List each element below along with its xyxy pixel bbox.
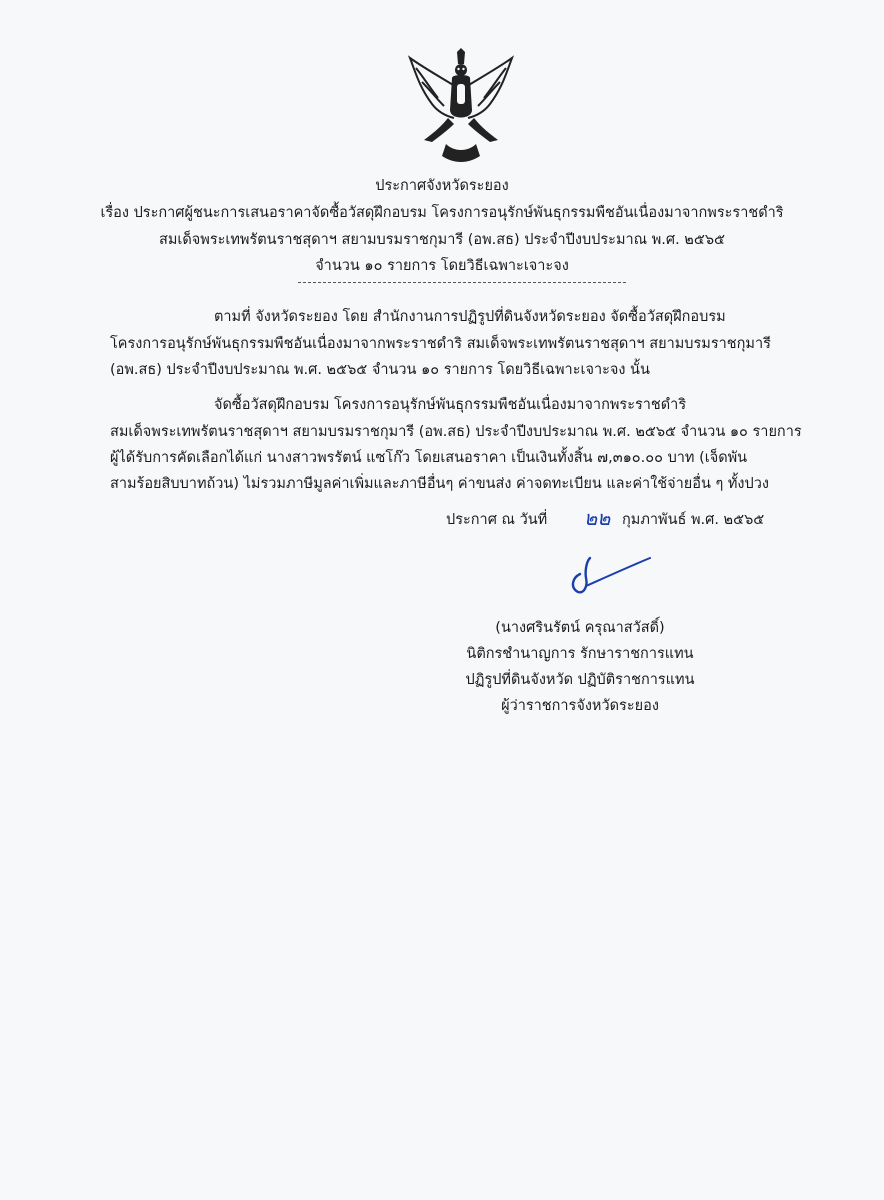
- dateline-day: ๒๒: [584, 506, 611, 530]
- para2-line1: จัดซื้อวัสดุฝึกอบรม โครงการอนุรักษ์พันธุกรรมพืชอันเนื่องมาจากพระราชดำริ: [214, 397, 687, 413]
- signatory-title-3: ผู้ว่าราชการจังหวัดระยอง: [501, 698, 659, 714]
- garuda-emblem-icon: [402, 48, 520, 168]
- para1-line1: ตามที่ จังหวัดระยอง โดย สำนักงานการปฏิรูปที่ดินจังหวัดระยอง จัดซื้อวัสดุฝึกอบรม: [214, 309, 726, 325]
- dateline-prefix: ประกาศ ณ วันที่: [446, 512, 548, 528]
- signatory-title-1: นิติกรชำนาญการ รักษาราชการแทน: [466, 646, 694, 662]
- agency-title: ประกาศจังหวัดระยอง: [375, 178, 509, 194]
- divider-rule: [298, 282, 626, 283]
- para1-line2: โครงการอนุรักษ์พันธุกรรมพืชอันเนื่องมาจากพระราชดำริ สมเด็จพระเทพรัตนราชสุดาฯ สยามบรมราชกุมารี: [110, 336, 771, 352]
- signature-icon: [560, 552, 660, 602]
- para1-line3: (อพ.สธ) ประจำปีงบประมาณ พ.ศ. ๒๕๖๕ จำนวน ๑๐ รายการ โดยวิธีเฉพาะเจาะจง นั้น: [110, 362, 650, 378]
- subject-line-3: จำนวน ๑๐ รายการ โดยวิธีเฉพาะเจาะจง: [315, 258, 569, 274]
- signatory-title-2: ปฏิรูปที่ดินจังหวัด ปฏิบัติราชการแทน: [465, 672, 695, 688]
- signatory-name: (นางศรินรัตน์ ครุณาสวัสดิ์): [495, 620, 665, 636]
- para2-line2: สมเด็จพระเทพรัตนราชสุดาฯ สยามบรมราชกุมารี (อพ.สธ) ประจำปีงบประมาณ พ.ศ. ๒๕๖๕ จำนวน ๑๐ รายการ: [110, 424, 802, 440]
- para2-line4: สามร้อยสิบบาทถ้วน) ไม่รวมภาษีมูลค่าเพิ่มและภาษีอื่นๆ ค่าขนส่ง ค่าจดทะเบียน และค่าใช้จ่ายอื่น ๆ ทั้งปวง: [110, 476, 769, 492]
- subject-line-1: เรื่อง ประกาศผู้ชนะการเสนอราคาจัดซื้อวัสดุฝึกอบรม โครงการอนุรักษ์พันธุกรรมพืชอันเนื่องมาจากพระราชดำริ: [100, 205, 784, 221]
- para2-line3: ผู้ได้รับการคัดเลือกได้แก่ นางสาวพรรัตน์ แซโก๊ว โดยเสนอราคา เป็นเงินทั้งสิ้น ๗,๓๑๐.๐๐ บาท (เจ็ดพัน: [110, 450, 748, 466]
- subject-line-2: สมเด็จพระเทพรัตนราชสุดาฯ สยามบรมราชกุมารี (อพ.สธ) ประจำปีงบประมาณ พ.ศ. ๒๕๖๕: [158, 232, 726, 248]
- dateline-suffix: กุมภาพันธ์ พ.ศ. ๒๕๖๕: [622, 512, 765, 528]
